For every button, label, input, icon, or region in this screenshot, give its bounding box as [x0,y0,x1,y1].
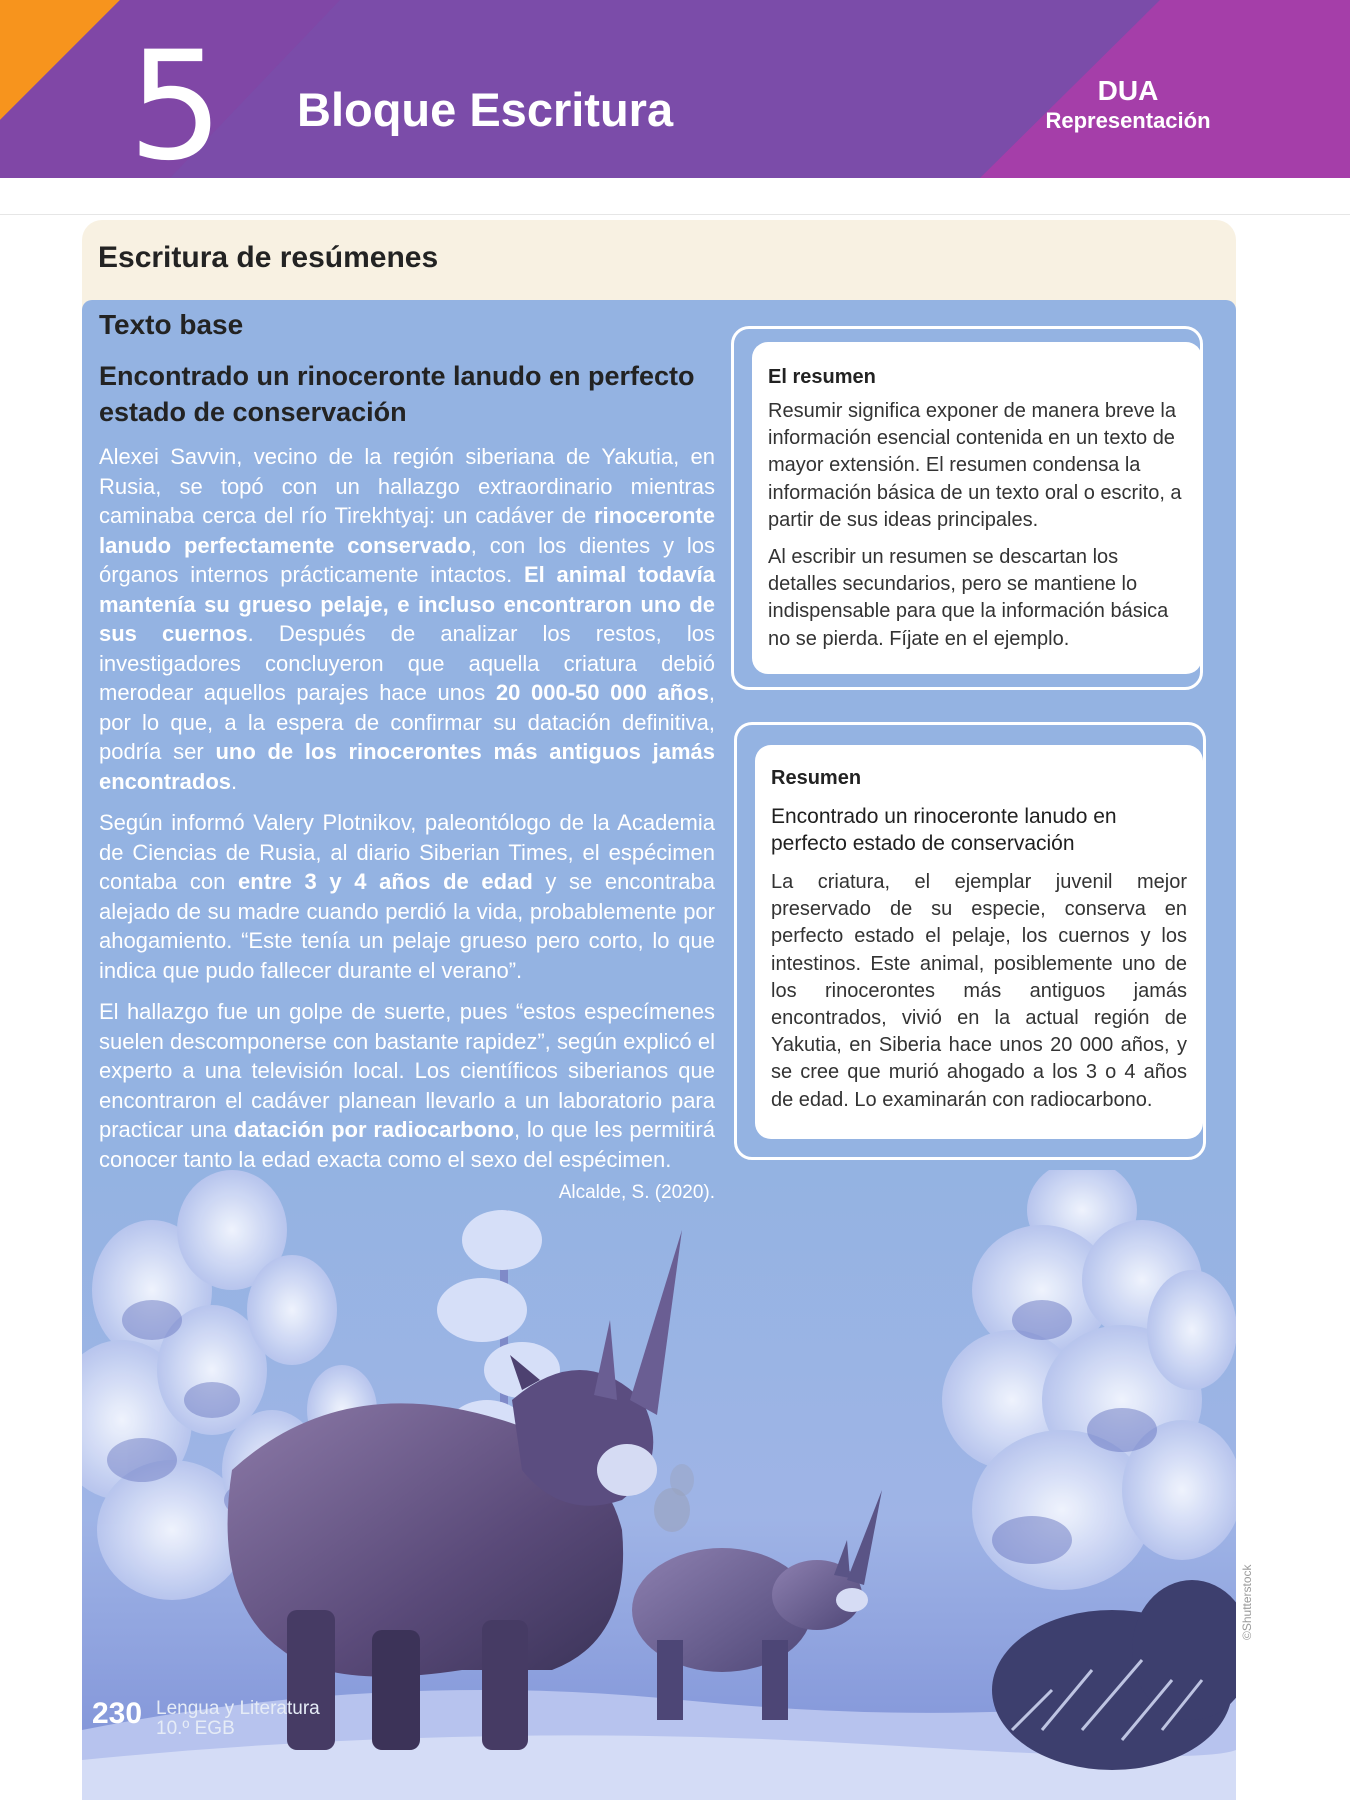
p1-text-c: , con los dientes y los órganos internos prácticamente intactos. [99,532,715,587]
article-paragraph-1 [99,442,715,796]
chapter-number: 5 [128,20,220,178]
text-base-label: Texto base [99,309,244,340]
page-number: 230 [92,1697,143,1730]
p1-text-i: . [231,768,238,794]
resumen-def-paragraph-2: Al escribir un resumen se descartan los detalles secundarios, pero se mantiene lo indispensable para que la información básica no se pierda. Fíjate en el ejemplo. [768,546,1169,650]
resumen-def-title: El resumen [768,366,876,388]
resumen-def-box [752,342,1202,674]
p1-bold-b: rinoceronte lanudo perfectamente conservado [99,503,715,558]
section-title: Escritura de resúmenes [98,241,439,274]
p3-text-a: El hallazgo fue un golpe de suerte, pues “estos especímenes suelen descomponerse con bastante rapidez”, según explicó el experto a una televisión local. Los científicos siberianos que encontraron el cadáver planean llevarlo a un laboratorio para practicar una [99,999,715,1142]
resumen-example-text: La criatura, el ejemplar juvenil mejor preservado de su especie, conserva en perfecto estado el pelaje, los cuernos y los intestinos. Este animal, posiblemente uno de los rinocerontes más antiguos jamás encontrados, vivió en la actual región de Yakutia, en Siberia hace unos 20 000 años, y se cree que murió ahogado a los 3 o 4 años de edad. Lo examinarán con radiocarbono. [771,871,1187,1111]
p1-bold-h: uno de los rinocerontes más antiguos jamás encontrados [99,739,716,794]
dua-label [1028,74,1228,134]
photo-credit: ©Shutterstock [1240,1564,1254,1640]
article-title: Encontrado un rinoceronte lanudo en perfecto estado de conservación [99,361,695,427]
book-info [156,1699,320,1739]
p1-bold-f: 20 000-50 000 años [495,680,709,705]
p2-text-a: Según informó Valery Plotnikov, paleontólogo de la Academia de Ciencias de Rusia, al diario Siberian Times, el espécimen contaba con [99,810,715,894]
p3-text-c: , lo que les permitirá conocer tanto la edad exacta como el sexo del espécimen. [99,1117,715,1172]
content-panel [82,300,1236,1800]
dua-subtitle: Representación [1045,108,1211,133]
block-title: Bloque Escritura [297,83,674,136]
article-paragraph-3 [99,997,715,1174]
dua-title: DUA [1097,75,1159,106]
header-divider [0,214,1350,215]
resumen-example-box [755,745,1203,1139]
book-subject: Lengua y Literatura [156,1698,320,1719]
p2-text-c: y se encontraba alejado de su madre cuando perdió la vida, probablemente por ahogamiento. “Este tenía un pelaje grueso pero corto, lo que indica que pudo fallecer durante el verano”. [99,869,716,983]
p1-text-g: , por lo que, a la espera de confirmar su datación definitiva, podría ser [99,680,715,764]
resumen-example-title: Resumen [771,767,862,789]
p1-text-a: Alexei Savvin, vecino de la región siberiana de Yakutia, en Rusia, se topó con un hallazgo extraordinario mientras caminaba cerca del río Tirekhtyaj: un cadáver de [99,444,715,528]
section-header [82,220,1236,310]
resumen-def-paragraph-1: Resumir significa exponer de manera breve la información esencial contenida en un texto de mayor extensión. El resumen condensa la información básica de un texto oral o escrito, a partir de sus ideas principales. [768,400,1182,531]
p3-bold-b: datación por radiocarbono [233,1117,514,1142]
p2-bold-b: entre 3 y 4 años de edad [238,869,533,894]
resumen-example-subtitle: Encontrado un rinoceronte lanudo en perfecto estado de conservación [771,805,1117,855]
text-base-column [99,308,715,1204]
p1-text-e: . Después de analizar los restos, los investigadores concluyeron que aquella criatura debió merodear aquellos parajes hace unos [99,621,715,705]
book-grade: 10.º EGB [156,1718,235,1739]
p1-bold-d: El animal todavía mantenía su grueso pelaje, e incluso encontraron uno de sus cuernos [99,562,715,646]
header-banner [0,0,1350,178]
article-paragraph-2 [99,808,715,985]
citation: Alcalde, S. (2020). [558,1182,715,1203]
